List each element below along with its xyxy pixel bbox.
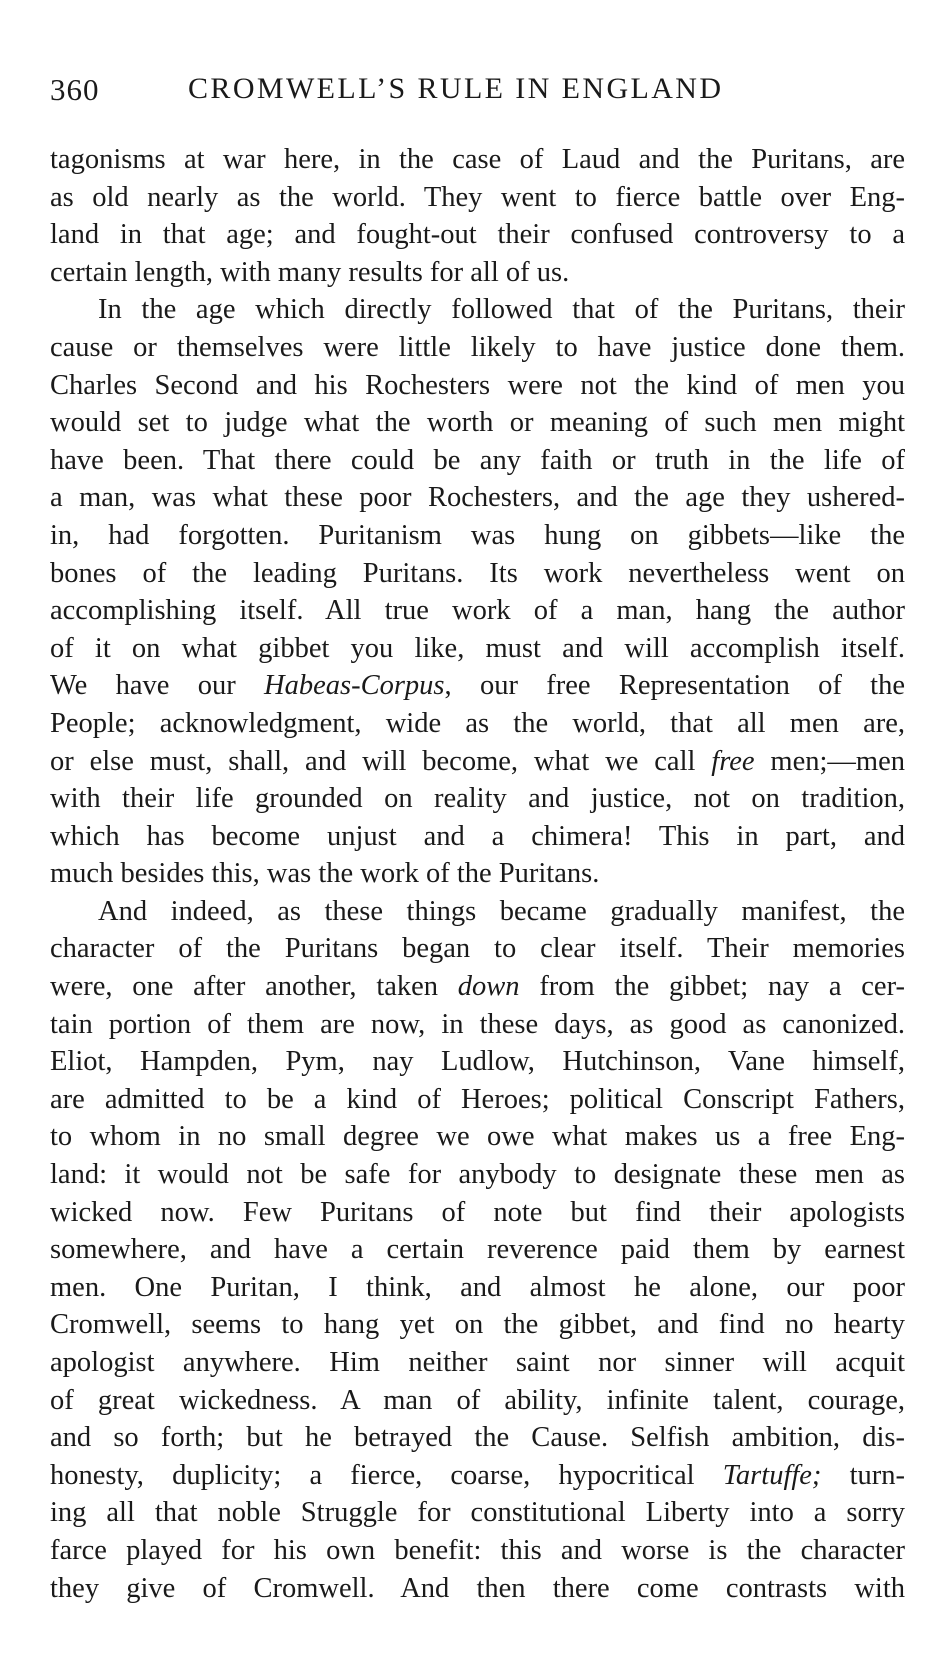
text-span: they give of Cromwell. And then there come contrasts with bbox=[50, 1572, 905, 1604]
text-line bbox=[50, 667, 905, 705]
text-span: In the age which directly followed that of the Puritans, their bbox=[98, 294, 905, 326]
text-span: somewhere, and have a certain reverence paid them by earnest bbox=[50, 1234, 905, 1266]
text-line bbox=[50, 1344, 905, 1382]
text-span: apologist anywhere. Him neither saint nor sinner will acquit bbox=[50, 1347, 905, 1378]
text-span: ing all that noble Struggle for constitutional Liberty into a sorry bbox=[50, 1497, 905, 1529]
text-line bbox=[50, 517, 905, 555]
text-span: much besides this, was the work of the Puritans. bbox=[50, 858, 600, 890]
text-line bbox=[50, 1494, 905, 1532]
text-line bbox=[50, 930, 905, 968]
text-span: of great wickedness. A man of ability, infinite talent, courage, bbox=[50, 1384, 905, 1416]
text-line bbox=[50, 555, 905, 593]
text-line bbox=[50, 1306, 905, 1344]
text-line bbox=[50, 855, 905, 893]
text-span: tagonisms at war here, in the case of Laud and the Puritans, are bbox=[50, 144, 905, 175]
text-span: Charles Second and his Rochesters were not the kind of men you bbox=[50, 369, 905, 401]
text-line bbox=[50, 442, 905, 480]
text-line bbox=[50, 1419, 905, 1457]
text-line bbox=[50, 592, 905, 630]
page-header bbox=[50, 72, 910, 118]
text-line bbox=[50, 1043, 905, 1081]
text-line bbox=[50, 780, 905, 818]
text-span: have been. That there could be any faith or truth in the life of bbox=[50, 444, 905, 476]
text-line bbox=[50, 968, 905, 1006]
text-line bbox=[50, 216, 905, 254]
italic-text: Habeas-Corpus bbox=[264, 670, 445, 702]
text-span: and so forth; but he betrayed the Cause. Selfish ambition, dis- bbox=[50, 1422, 905, 1454]
text-line bbox=[50, 1231, 905, 1269]
text-span: Eliot, Hampden, Pym, nay Ludlow, Hutchinson, Vane himself, bbox=[50, 1046, 905, 1078]
italic-text: down bbox=[457, 971, 520, 1003]
text-line bbox=[50, 179, 905, 217]
text-line bbox=[50, 705, 905, 743]
text-line bbox=[50, 479, 905, 517]
text-span: character of the Puritans began to clear itself. Their memories bbox=[50, 933, 905, 965]
text-span: accomplishing itself. All true work of a man, hang the author bbox=[50, 595, 905, 627]
text-span: men. One Puritan, I think, and almost he alone, our poor bbox=[50, 1271, 905, 1303]
paragraph bbox=[50, 141, 905, 291]
text-line bbox=[50, 1006, 905, 1044]
italic-text: free bbox=[711, 745, 755, 777]
text-span: would set to judge what the worth or meaning of such men might bbox=[50, 407, 905, 439]
text-line bbox=[50, 630, 905, 668]
text-span: honesty, duplicity; a fierce, coarse, hypocritical bbox=[50, 1459, 723, 1491]
text-line bbox=[50, 1457, 905, 1495]
text-line bbox=[50, 404, 905, 442]
text-line bbox=[50, 367, 905, 405]
text-line bbox=[50, 1570, 905, 1608]
text-span: land: it would not be safe for anybody to designate these men as bbox=[50, 1159, 905, 1191]
text-line bbox=[50, 329, 905, 367]
text-span: men;—men bbox=[754, 745, 905, 777]
text-span: or else must, shall, and will become, what we call bbox=[50, 745, 712, 777]
text-line bbox=[50, 254, 905, 292]
text-span: land in that age; and fought-out their confused controversy to a bbox=[50, 219, 905, 251]
text-span: are admitted to be a kind of Heroes; political Conscript Fathers, bbox=[50, 1083, 905, 1115]
text-line bbox=[50, 1081, 905, 1119]
text-line bbox=[50, 1532, 905, 1570]
text-span: Cromwell, seems to hang yet on the gibbet, and find no hearty bbox=[50, 1309, 905, 1341]
text-span: , our free Representation of the bbox=[444, 670, 906, 702]
text-line bbox=[50, 1382, 905, 1420]
italic-text: Tartuffe; bbox=[722, 1459, 822, 1491]
text-span: We have our bbox=[50, 670, 265, 702]
paragraph bbox=[50, 291, 905, 893]
text-line bbox=[50, 1269, 905, 1307]
text-line bbox=[50, 291, 905, 329]
text-line bbox=[50, 893, 905, 931]
text-span: to whom in no small degree we owe what makes us a free Eng- bbox=[50, 1121, 905, 1153]
text-span: were, one after another, taken bbox=[50, 971, 458, 1003]
text-span: farce played for his own benefit: this and worse is the character bbox=[50, 1534, 905, 1566]
page-number: 360 bbox=[50, 72, 100, 107]
text-line bbox=[50, 141, 905, 179]
text-line bbox=[50, 743, 905, 781]
text-span: bones of the leading Puritans. Its work nevertheless went on bbox=[50, 557, 905, 589]
text-span: a man, was what these poor Rochesters, and the age they ushered- bbox=[50, 482, 905, 514]
text-span: turn- bbox=[821, 1459, 905, 1491]
text-line bbox=[50, 1156, 905, 1194]
text-span: from the gibbet; nay a cer- bbox=[519, 971, 905, 1003]
paragraph bbox=[50, 893, 905, 1607]
text-span: People; acknowledgment, wide as the world, that all men are, bbox=[50, 707, 905, 739]
text-span: in, had forgotten. Puritanism was hung on gibbets—like the bbox=[50, 519, 905, 551]
text-line bbox=[50, 818, 905, 856]
text-span: cause or themselves were little likely to have justice done them. bbox=[50, 331, 905, 363]
running-title: CROMWELL’S RULE IN ENGLAND bbox=[188, 72, 724, 105]
text-span: with their life grounded on reality and justice, not on tradition, bbox=[50, 783, 905, 815]
text-line bbox=[50, 1194, 905, 1232]
text-span: wicked now. Few Puritans of note but find their apologists bbox=[50, 1196, 905, 1228]
body-text bbox=[50, 141, 905, 1607]
text-span: as old nearly as the world. They went to fierce battle over Eng- bbox=[50, 181, 905, 213]
text-span: certain length, with many results for all of us. bbox=[50, 256, 570, 288]
text-span: tain portion of them are now, in these days, as good as canonized. bbox=[50, 1008, 905, 1040]
text-span: which has become unjust and a chimera! This in part, and bbox=[50, 820, 905, 852]
text-line bbox=[50, 1118, 905, 1156]
text-span: of it on what gibbet you like, must and will accomplish itself. bbox=[50, 632, 905, 664]
text-span: And indeed, as these things became gradually manifest, the bbox=[98, 895, 905, 927]
